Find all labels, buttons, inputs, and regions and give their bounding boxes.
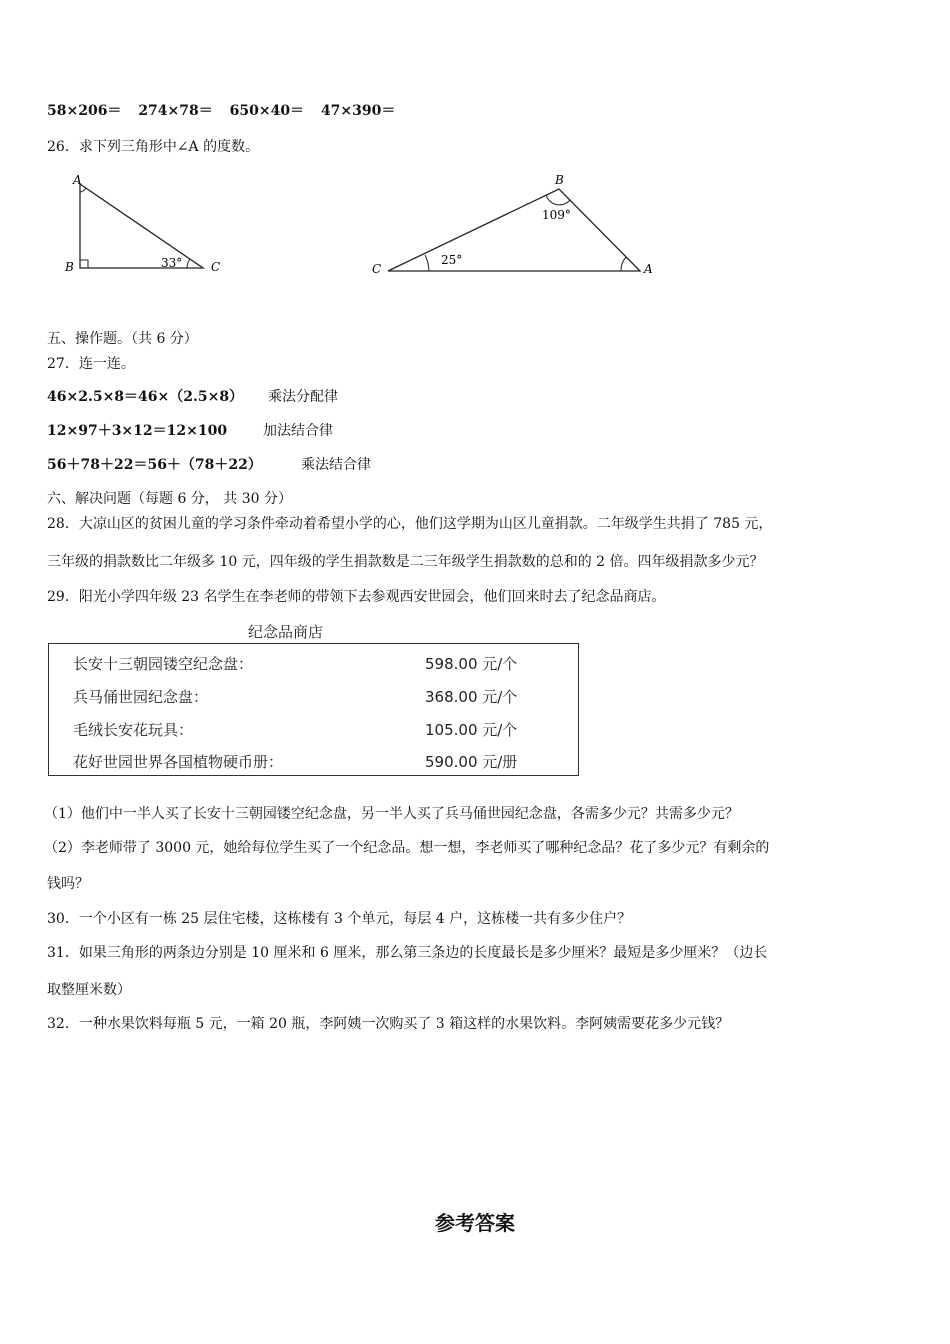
- calc-line: [47, 101, 395, 121]
- match-expression: 12×97＋3×12＝12×100: [47, 423, 228, 439]
- question-26: 26．求下列三角形中∠A 的度数。: [47, 139, 260, 155]
- shop-title: 纪念品商店: [248, 623, 324, 641]
- shop-item-name: 长安十三朝园镂空纪念盘：: [73, 655, 254, 673]
- triangle2-angle-b: 109°: [542, 208, 571, 222]
- calc-item: 274×78＝: [138, 103, 213, 119]
- section-5-heading: 五、操作题。（共 6 分）: [47, 331, 198, 347]
- shop-item-price: 105.00 元/个: [425, 721, 518, 739]
- shop-item-price: 590.00 元/册: [425, 753, 518, 771]
- calc-item: 47×390＝: [320, 103, 396, 119]
- triangle2-label-b: B: [555, 173, 564, 187]
- calc-item: 650×40＝: [229, 103, 305, 119]
- match-expression: 46×2.5×8＝46×（2.5×8）: [47, 389, 244, 405]
- question-28-line2: 三年级的捐款数比二年级多 10 元，四年级的学生捐款数是二三年级学生捐款数的总和的 2 倍。四年级捐款多少元？: [47, 554, 764, 570]
- question-30: 30．一个小区有一栋 25 层住宅楼，这栋楼有 3 个单元，每层 4 户，这栋楼一共有多少住户？: [47, 911, 632, 927]
- match-row: [47, 387, 243, 407]
- triangle1-angle-c: 33°: [161, 256, 183, 270]
- question-29: 29．阳光小学四年级 23 名学生在李老师的带领下去参观西安世园会，他们回来时去了纪念品商店。: [47, 589, 666, 605]
- shop-price-table: [48, 643, 579, 776]
- question-27: 27．连一连。: [47, 356, 135, 372]
- calc-item: 58×206＝: [47, 103, 122, 119]
- triangle-figure-1: [60, 170, 230, 280]
- match-row: [47, 421, 227, 441]
- question-31-line1: 31．如果三角形的两条边分别是 10 厘米和 6 厘米，那么第三条边的长度最长是多少厘米？最短是多少厘米？（边长: [47, 945, 768, 961]
- triangle1-label-b: B: [65, 260, 74, 274]
- match-row: [47, 455, 262, 475]
- shop-item-name: 花好世园世界各国植物硬币册：: [73, 753, 284, 771]
- shop-item-name: 毛绒长安花玩具：: [73, 721, 194, 739]
- triangle-figure-2: [365, 168, 665, 283]
- question-31-line2: 取整厘米数）: [47, 982, 131, 998]
- answer-heading: 参考答案: [435, 1211, 515, 1235]
- match-law: 乘法结合律: [301, 457, 371, 473]
- triangle1-label-c: C: [211, 260, 221, 274]
- shop-item: [73, 686, 578, 708]
- question-29-part1: （1）他们中一半人买了长安十三朝园镂空纪念盘，另一半人买了兵马俑世园纪念盘，各需多少元？共需多少元？: [44, 806, 739, 822]
- match-law: 加法结合律: [263, 423, 333, 439]
- shop-item-name: 兵马俑世园纪念盘：: [73, 688, 209, 706]
- triangle2-label-c: C: [372, 262, 382, 276]
- shop-item-price: 598.00 元/个: [425, 655, 518, 673]
- question-29-part2-line2: 钱吗？: [47, 876, 89, 892]
- triangle2-label-a: A: [644, 262, 653, 276]
- section-6-heading: 六、解决问题（每题 6 分， 共 30 分）: [47, 491, 292, 507]
- triangle2-angle-c: 25°: [441, 253, 463, 267]
- shop-item: [73, 751, 578, 773]
- triangle1-label-a: A: [73, 173, 82, 187]
- shop-item: [73, 719, 578, 741]
- shop-item: [73, 653, 578, 675]
- question-29-part2-line1: （2）李老师带了 3000 元，她给每位学生买了一个纪念品。想一想，李老师买了哪种纪念品？花了多少元？有剩余的: [44, 840, 770, 856]
- question-32: 32．一种水果饮料每瓶 5 元，一箱 20 瓶，李阿姨一次购买了 3 箱这样的水果饮料。李阿姨需要花多少元钱？: [47, 1016, 730, 1032]
- question-28-line1: 28．大凉山区的贫困儿童的学习条件牵动着希望小学的心，他们这学期为山区儿童捐款。二年级学生共捐了 785 元，: [47, 516, 773, 532]
- match-expression: 56＋78＋22＝56＋（78＋22）: [47, 457, 262, 473]
- shop-item-price: 368.00 元/个: [425, 688, 518, 706]
- match-law: 乘法分配律: [268, 389, 338, 405]
